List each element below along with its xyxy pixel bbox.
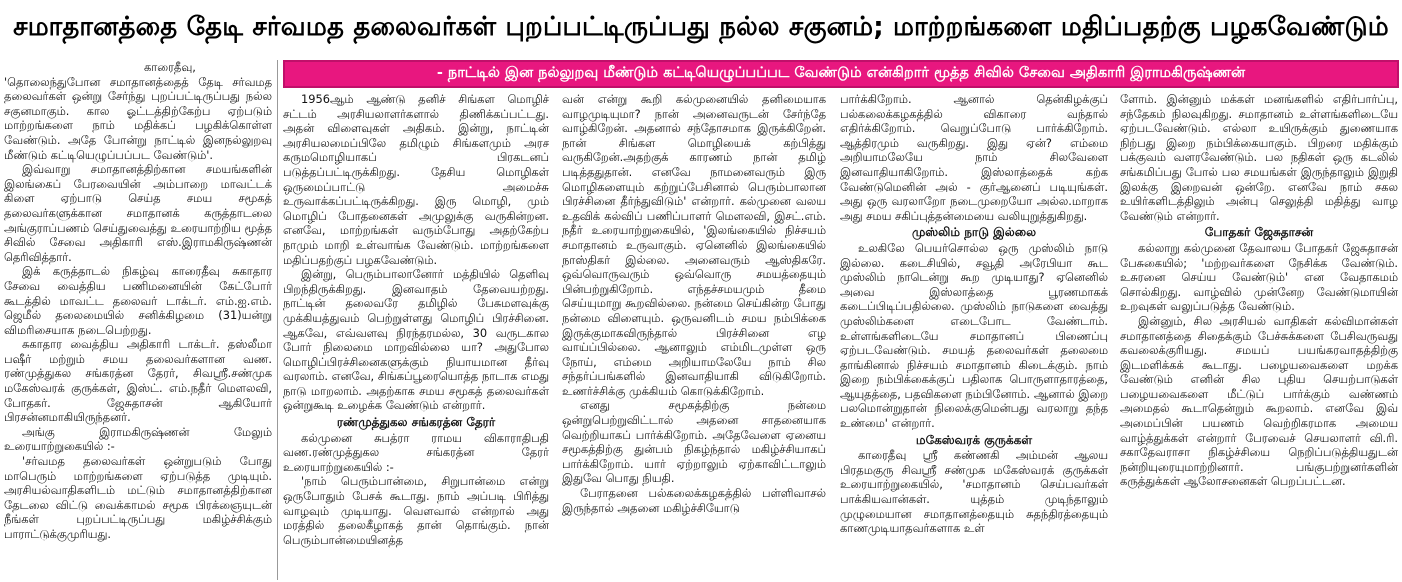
paragraph: இக் கருத்தாடல் நிகழ்வு காரைதீவு சுகாதார சேவை வைத்திய பணிமனையின் கேட்போர் கூடத்தில் மாவட்ட தலைவர் டாக்டர். எம்.ஐ.எம். ஜெமீல் தலைமையில் சனிக்கிழமை (31)யன்று விமரிசையாக நடைபெற்றது.	[4, 264, 272, 337]
article-column-4	[840, 92, 1108, 580]
subheadline-banner: - நாட்டில் இன நல்லுறவு மீண்டும் கட்டியெழுப்பப்பட வேண்டும் என்கிறார் மூத்த சிவில் சேவை அதிகாரி இராமகிருஷ்ணன்	[283, 60, 1399, 88]
paragraph: பார்க்கிறோம். ஆனால் தென்கிழக்குப் பல்கலைக்கழகத்தில் விகாரை வந்தால் எதிர்க்கிறோம். வெறுப்போடு பார்க்கிறோம். ஆத்திரமும் வருகிறது. இது ஏன்? எம்மை அறியாமலேயே நாம் சிலவேளை இனவாதியாகிறோம். இஸ்லாத்தைக் கற்க வேண்டுமெனின் அல் - குர்ஆனைப் படியுங்கள். அது ஒரு வரலாறோ நடைமுறையோ அல்ல.மாறாக அது சமய சகிப்புத்தன்மையை வலியுறுத்துகிறது.	[840, 92, 1108, 223]
dateline: காரைதீவு,	[144, 60, 196, 74]
section-subheading: ரண்முத்துகல சங்கரத்ன தேரர்	[336, 415, 496, 430]
paragraph: இவ்வாறு சமாதானத்திற்கான சமயங்களின் இலங்கைப் பேரவையின் அம்பாறை மாவட்டக் கிளை ஏற்பாடு செய்த சமய சமூகத் தலைவர்களுக்கான சமாதானக் கருத்தாடலை அங்குராப்பணம் செய்துவைத்து உரையாற்றிய மூத்த சிவில் சேவை அதிகாரி எஸ்.இராமகிருஷ்ணன் தெரிவித்தார்.	[4, 162, 272, 264]
paragraph: அங்கு இராமகிருஷ்ணன் மேலும் உரையாற்றுகையில் :-	[4, 424, 272, 454]
paragraph: காரைதீவு ஸ்ரீ கண்ணகி அம்மன் ஆலய பிரதமகுரு சிவஸ்ரீ சண்முக மகேஸ்வரக் குருக்கள் உரையாற்றுகையில், 'சமாதானம் செய்பவர்கள் பாக்கியவான்கள். யுத்தம் முடிந்தாலும் முழுமையான சமாதானத்தையும் சுதந்திரத்தையும் காணமுடியாதவர்களாக உள்	[840, 448, 1108, 536]
paragraph: எனது சமூகத்திற்கு நன்மை ஒன்றுபெற்றுவிட்டால் அதனை சாதனையாக வெற்றியாகப் பார்க்கிறோம். அதேவேளை ஏனைய சமூகத்திற்கு துன்பம் நிகழ்ந்தால் மகிழ்ச்சியாகப் பார்க்கிறோம். யார் ஏற்றாலும் ஏற்காவிட்டாலும் இதுவே பொது நியதி.	[562, 398, 826, 486]
paragraph: 1956ஆம் ஆண்டு தனிச் சிங்கள மொழிச் சட்டம் அரசியலாளர்களால் திணிக்கப்பட்டது. அதன் விளைவுகள் அதிகம். இன்று, நாட்டின் அரசியலமைப்பிலே தமிழும் சிங்களமும் அரச கருமமொழியாகப் பிரகடனப் படுத்தப்பட்டிருக்கிறது. தேசிய மொழிகள் ஒருமைப்பாட்டு அமைச்சு உருவாக்கப்பட்டிருக்கிறது. இரு மொழி, மும் மொழிப் போதனைகள் அமுலுக்கு வருகின்றன. எனவே, மாற்றங்கள் வரும்போது அதற்கேற்ப நாமும் மாறி உள்வாங்க வேண்டும். மாற்றங்களை மதிப்பதற்குப் பழகவேண்டும்.	[283, 92, 549, 267]
paragraph: பேராதனை பல்கலைக்கழகத்தில் பள்ளிவாசல் இருந்தால் அதனை மகிழ்ச்சியோடு	[562, 486, 826, 515]
paragraph: சுகாதார வைத்திய அதிகாரி டாக்டர். தஸ்லீமா பஷீர் மற்றும் சமய தலைவர்களான வண. ரண்முத்துகல சங்கரத்ன தேரர், சிவஸ்ரீ.சண்முக மகேஸ்வரக் குருக்கள், இஸ்ட். எம்.நதீர் மௌலவி, போதகர். ஜேசுதாசன் ஆகியோர் பிரசன்னமாகியிருந்தனர்.	[4, 337, 272, 425]
paragraph: வன் என்று கூறி கல்முனையில் தனிமையாக வாழமுடியுமா? நான் அனைவருடன் சேர்ந்தே வாழ்கிறேன். அதனால் சந்தோசமாக இருக்கிறேன். நான் சிங்கள மொழியைக் கற்பித்து வருகிறேன்.அதற்குக் காரணம் நான் தமிழ் படித்ததுதான். எனவே நாமனைவரும் இரு மொழிகளையும் கற்றுப்பேசினால் பெரும்பாலான பிரச்சினை தீர்ந்துவிடும்' என்றார். கல்முனை வலய உதவிக் கல்விப் பணிப்பாளர் மௌலவி, இசட்.எம். நதீர் உரையாற்றுகையில், 'இலங்கையில் நிச்சயம் சமாதானம் உருவாகும். ஏனெனில் இலங்கையில் நாஸ்திகர் இல்லை. அனைவரும் ஆஸ்திகரே. ஒவ்வொருவரும் ஒவ்வொரு சமயத்தையும் பின்பற்றுகிறோம். எந்தச்சமயமும் தீமை செய்யுமாறு கூறவில்லை. நன்மை செய்கின்ற போது நன்மை விளையும். ஒருவனிடம் சமய நம்பிக்கை இருக்குமாகவிருந்தால் பிரச்சினை எழ வாய்ப்பில்லை. ஆனாலும் எம்மிடமுள்ள ஒரு நோய், எம்மை அறியாமலேயே நாம் சில சந்தர்ப்பங்களில் இனவாதியாகி விடுகிறோம். உணர்ச்சிக்கு முக்கியம் கொடுக்கிறோம்.	[562, 92, 826, 398]
paragraph: 'நாம் பெரும்பான்மை, சிறுபான்மை என்று ஒருபோதும் பேசக் கூடாது. நாம் அப்படி பிரித்து வாழவும் முடியாது. வெளவால் என்றால் அது மரத்தில் தலைகீழாகத் தான் தொங்கும். நான் பெரும்பான்மையினத்த	[283, 474, 549, 547]
paragraph: உலகிலே பெயர்சொல்ல ஒரு முஸ்லிம் நாடு இல்லை. கடைசியில், சவூதி அரேபியா கூட முஸ்லிம் நாடென்று கூற முடியாது? ஏனெனில் அவை இஸ்லாத்தை பூரணமாகக் கடைப்பிடிப்பதில்லை. முஸ்லிம் நாடுகளை வைத்து முஸ்லிம்களை எடைபோட வேண்டாம். உள்ளங்களிடையே சமாதானப் பிணைப்பு ஏற்படவேண்டும். சமயத் தலைவர்கள் தலைமை தாங்கினால் நிச்சயம் சமாதானம் கிடைக்கும். நாம் இறை நம்பிக்கைக்குப் பதிலாக பொருளாதாரத்தை, ஆயுதத்தை, பதவிகளை நம்பினோம். ஆனால் இறை பலமொன்றுதான் நிலைக்குமென்பது வரலாறு தந்த உண்மை' என்றார்.	[840, 240, 1108, 431]
paragraph: ளோம். இன்னும் மக்கள் மனங்களில் எதிர்பார்ப்பு, சந்தேகம் நிலவுகிறது. சமாதானம் உள்ளங்களிடையே ஏற்படவேண்டும். எல்லா உயிருக்கும் துணையாக நிற்பது இறை நம்பிக்கையாகும். பிறரை மதிக்கும் பக்குவம் வளரவேண்டும். பல நதிகள் ஒரு கடலில் சங்கமிப்பது போல் பல சமயங்கள் இருந்தாலும் இறுதி இலக்கு இறைவன் ஒன்றே. எனவே நாம் சகல உயிர்களிடத்திலும் அன்பு செலுத்தி மதித்து வாழ வேண்டும் என்றார்.	[1120, 92, 1398, 223]
section-subheading: முஸ்லிம் நாடு இல்லை	[911, 225, 1037, 240]
section-subheading: போதகர் ஜேசுதாசன்	[1204, 225, 1314, 240]
column-divider	[277, 60, 278, 580]
article-column-5	[1120, 92, 1398, 580]
article-column-1	[4, 60, 272, 580]
paragraph: இன்று, பெரும்பாலானோர் மத்தியில் தெளிவு பிறந்திருக்கிறது. இனவாதம் தேவையற்றது. நாட்டின் தலைவரே தமிழில் பேசுமளவுக்கு முக்கியத்துவம் பெற்றுள்ளது மொழிப் பிரச்சினை. ஆகவே, எவ்வளவு நிரந்தரமல்ல, 30 வருடகால போர் நிலைமை மாறவில்லை யா? அதுபோல மொழிப்பிரச்சினைகளுக்கும் நியாயமான தீர்வு வரலாம். எனவே, சிங்கப்பூரையொத்த நாடாக எமது நாடு மாறலாம். அதற்காக சமய சமூகத் தலைவர்கள் ஒன்றுகூடி உழைக்க வேண்டும் என்றார்.	[283, 267, 549, 413]
paragraph: கல்லாறு கல்முனை தேவாலய போதகர் ஜேசுதாசன் பேசுகையில்; 'மற்றவர்களை நேசிக்க வேண்டும். உசுரனை செய்ய வேண்டும்' என வேதாகமம் சொல்கிறது. வாழ்வில் முன்னேற வேண்டுமாயின் உறவுகள் வலுப்படுத்த வேண்டும்.	[1120, 240, 1398, 314]
article-column-3	[562, 92, 826, 580]
section-subheading: மகேஸ்வரக் குருக்கள்	[915, 432, 1033, 447]
paragraph: 'தொலைந்துபோன சமாதானத்தைத் தேடி சர்வமத தலைவர்கள் ஒன்று சேர்ந்து புறப்பட்டிருப்பது நல்ல சகுனமாகும். கால ஓட்டத்திற்கேற்ப ஏற்படும் மாற்றங்களை நாம் மதிக்கப் பழகிக்கொள்ள வேண்டும். அதே போன்று நாட்டில் இனநல்லுறவு மீண்டும் கட்டியெழுப்பப்பட வேண்டும்'.	[4, 74, 272, 162]
paragraph: 'சர்வமத தலைவர்கள் ஒன்றுபடும் போது மாபெரும் மாற்றங்களை ஏற்படுத்த முடியும். அரசியல்வாதிகளிடம் மட்டும் சமாதானத்திற்கான தேடலை விட்டு வைக்காமல் சமூக பிரக்ஞையுடன் நீங்கள் புறப்பட்டிருப்பது மகிழ்ச்சிக்கும் பாராட்டுக்குமுரியது.	[4, 454, 272, 541]
paragraph: கல்முனை சுபத்ரா ராமய விகாராதிபதி வண.ரண்முத்துகல சங்கரத்ன தேரர் உரையாற்றுகையில் :-	[283, 430, 549, 474]
paragraph: இன்னும், சில அரசியல் வாதிகள் கல்விமான்கள் சமாதானத்தை சிதைக்கும் பேச்சுக்களை பேசிவருவது கவலைக்குரியது. சமயப் பயங்கரவாதத்திற்கு இடமளிக்கக் கூடாது. பழையவைகளை மறக்க வேண்டும் எனின் சில புதிய செயற்பாடுகள் பழையவைகளை மீட்டுப் பார்க்கும் வண்ணம் அமைதல் கூடாதென்றும் கூறலாம். எனவே இவ் அமைப்பின் பயணம் வெற்றிகரமாக அமைய வாழ்த்துக்கள் என்றார் பேரவைச் செயலாளர் வி.ரி. சகாதேவராசா நிகழ்ச்சியை நெறிப்படுத்தியதுடன் நன்றியுரையுமாற்றினார். பங்குபற்றுனர்களின் கருத்துக்கள் ஆலோசனைகள் பெறப்பட்டன.	[1120, 313, 1398, 489]
article-column-2	[283, 92, 549, 580]
headline: சமாதானத்தை தேடி சர்வமத தலைவர்கள் புறப்பட்டிருப்பது நல்ல சகுனம்; மாற்றங்களை மதிப்பதற்கு பழகவேண்டும்	[13, 11, 1389, 42]
